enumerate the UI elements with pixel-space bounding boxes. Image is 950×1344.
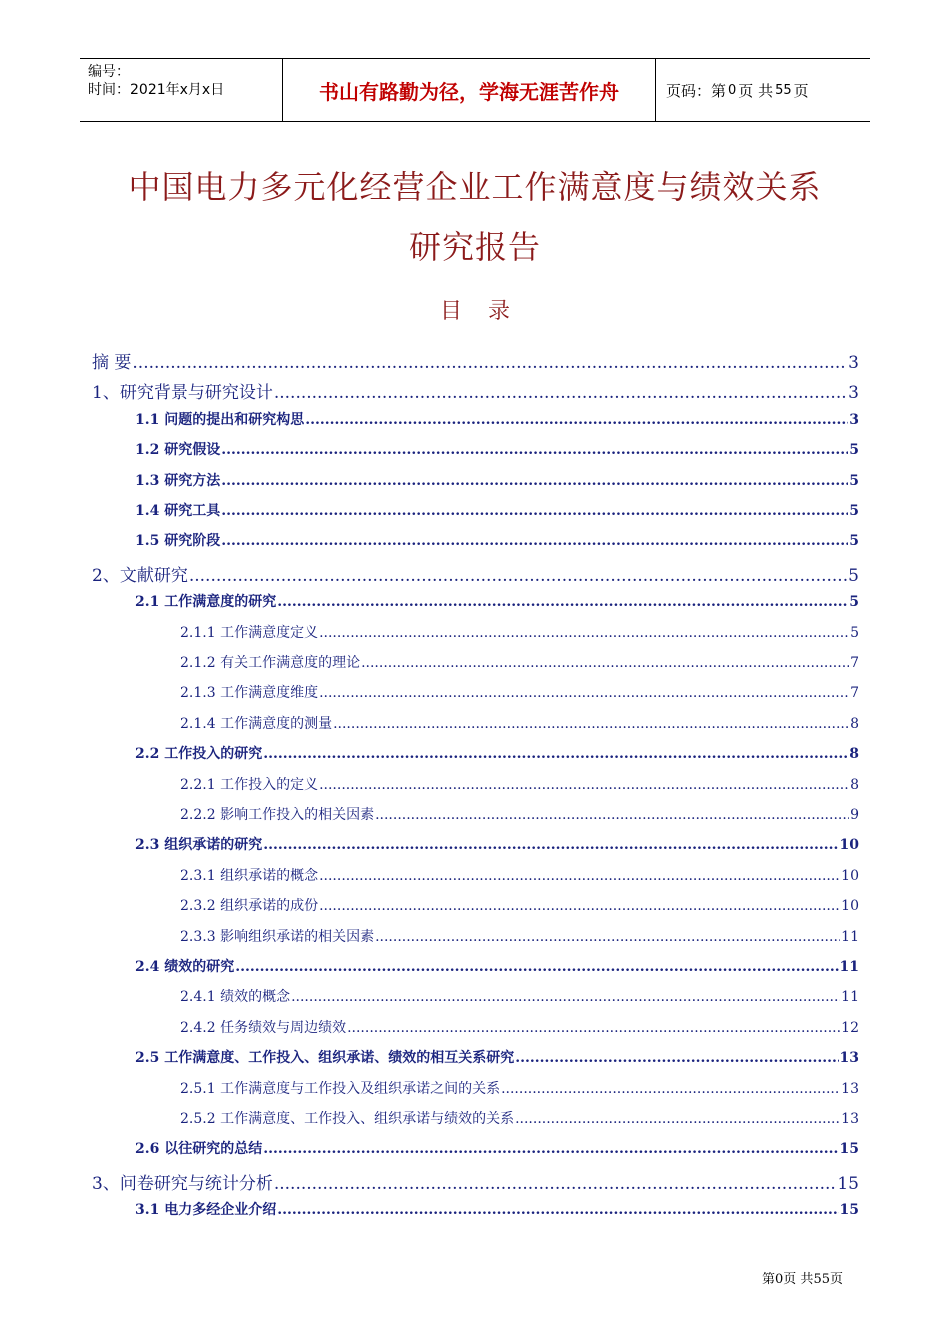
toc-entry-label: 2.2.1 工作投入的定义 bbox=[180, 776, 319, 793]
toc-leader-dots bbox=[291, 989, 840, 1005]
toc-leader-dots bbox=[515, 1050, 838, 1066]
toc-entry[interactable] bbox=[135, 530, 859, 550]
toc-entry-label: 1.3 研究方法 bbox=[135, 472, 221, 489]
footer-total: 55 bbox=[813, 1272, 830, 1287]
toc-leader-dots bbox=[333, 716, 849, 732]
header-motto: 书山有路勤为径，学海无涯苦作舟 bbox=[282, 59, 656, 121]
toc-entry[interactable] bbox=[92, 378, 859, 403]
toc-entry-page: 5 bbox=[849, 472, 859, 489]
toc-entry-page: 5 bbox=[849, 503, 859, 519]
toc-leader-dots bbox=[347, 1020, 840, 1036]
document-title-line2: 研究报告 bbox=[408, 228, 541, 266]
toc-entry-label: 2.3 组织承诺的研究 bbox=[135, 837, 263, 854]
toc-entry[interactable] bbox=[92, 1169, 859, 1194]
footer-prefix: 第 bbox=[762, 1272, 776, 1287]
toc-entry-page: 5 bbox=[848, 565, 859, 586]
toc-leader-dots bbox=[277, 594, 848, 610]
page-mid: 页 共 bbox=[738, 81, 774, 100]
toc-entry-label: 1.5 研究阶段 bbox=[135, 533, 221, 550]
toc-entry[interactable] bbox=[135, 834, 859, 854]
toc-entry-page: 11 bbox=[841, 989, 859, 1006]
toc-entry-page: 10 bbox=[841, 898, 859, 915]
toc-entry-label: 2.4 绩效的研究 bbox=[135, 959, 235, 975]
toc-entry-page: 10 bbox=[839, 837, 859, 854]
toc-leader-dots bbox=[263, 837, 838, 853]
toc-entry-label: 2.2.2 影响工作投入的相关因素 bbox=[180, 807, 375, 823]
page-prefix: 页码：第 bbox=[666, 81, 727, 100]
toc-entry[interactable] bbox=[135, 1199, 859, 1219]
toc-entry-label: 2.3.1 组织承诺的概念 bbox=[180, 867, 319, 884]
toc-leader-dots bbox=[132, 353, 847, 373]
toc-entry-label: 2.1.2 有关工作满意度的理论 bbox=[180, 655, 361, 671]
toc-entry-label: 2.1.1 工作满意度定义 bbox=[180, 624, 319, 641]
toc-entry-label: 1、研究背景与研究设计 bbox=[92, 383, 273, 404]
toc-entry-label: 2.3.3 影响组织承诺的相关因素 bbox=[180, 928, 375, 945]
toc-entry-page: 5 bbox=[849, 594, 859, 611]
page-current: 0 bbox=[728, 82, 737, 98]
toc-heading: 目录 bbox=[439, 299, 536, 324]
toc-entry-label: 摘 要 bbox=[92, 353, 132, 373]
toc-entry[interactable] bbox=[135, 1047, 859, 1067]
toc-entry[interactable] bbox=[180, 986, 859, 1006]
toc-entry-page: 9 bbox=[850, 807, 859, 823]
toc-entry[interactable] bbox=[180, 1108, 859, 1128]
toc-leader-dots bbox=[319, 685, 849, 701]
toc-entry-label: 1.4 研究工具 bbox=[135, 503, 221, 519]
toc-entry-page: 5 bbox=[849, 442, 859, 459]
toc-entry[interactable] bbox=[180, 926, 859, 946]
toc-leader-dots bbox=[277, 1202, 838, 1218]
number-label: 编号： bbox=[88, 64, 130, 80]
toc-entry-label: 2.2 工作投入的研究 bbox=[135, 746, 263, 763]
toc-entry-page: 15 bbox=[839, 1202, 859, 1219]
toc-entry[interactable] bbox=[135, 591, 859, 611]
page-header bbox=[80, 58, 870, 122]
toc-entry[interactable] bbox=[135, 439, 859, 459]
time-label: 时间：2021年x月x日 bbox=[88, 82, 225, 98]
toc-entry-label: 2.1.4 工作满意度的测量 bbox=[180, 715, 333, 732]
toc-entry-label: 1.1 问题的提出和研究构思 bbox=[135, 411, 305, 428]
toc-leader-dots bbox=[263, 1141, 838, 1157]
toc-entry[interactable] bbox=[135, 1138, 859, 1158]
toc-leader-dots bbox=[263, 746, 848, 762]
toc-leader-dots bbox=[319, 625, 849, 641]
toc-leader-dots bbox=[235, 959, 838, 975]
toc-entry-label: 2.5.1 工作满意度与工作投入及组织承诺之间的关系 bbox=[180, 1080, 501, 1097]
toc-entry-label: 2.5 工作满意度、工作投入、组织承诺、绩效的相互关系研究 bbox=[135, 1050, 515, 1067]
toc-leader-dots bbox=[375, 807, 849, 823]
toc-entry-label: 3.1 电力多经企业介绍 bbox=[135, 1202, 277, 1219]
footer-mid: 页 共 bbox=[783, 1272, 814, 1287]
toc-entry-label: 2.1.3 工作满意度维度 bbox=[180, 685, 319, 702]
document-title-line1: 中国电力多元化经营企业工作满意度与绩效关系 bbox=[128, 168, 822, 206]
toc-entry-page: 13 bbox=[841, 1080, 859, 1097]
toc-entry[interactable] bbox=[135, 500, 859, 520]
toc-entry[interactable] bbox=[135, 743, 859, 763]
toc-leader-dots bbox=[189, 566, 847, 586]
toc-entry-page: 3 bbox=[848, 353, 859, 373]
toc-leader-dots bbox=[319, 777, 849, 793]
toc-entry[interactable] bbox=[180, 865, 859, 885]
toc-entry[interactable] bbox=[180, 1078, 859, 1098]
footer-suffix: 页 bbox=[829, 1272, 843, 1287]
toc-entry[interactable] bbox=[92, 561, 859, 586]
toc-leader-dots bbox=[221, 473, 848, 489]
toc-entry[interactable] bbox=[135, 409, 859, 429]
toc-entry-label: 2、文献研究 bbox=[92, 565, 188, 586]
toc-entry-page: 5 bbox=[850, 624, 859, 641]
toc-entry[interactable] bbox=[180, 682, 859, 702]
toc-leader-dots bbox=[515, 1111, 840, 1127]
toc-entry-page: 3 bbox=[848, 383, 859, 404]
toc-entry-label: 2.4.1 绩效的概念 bbox=[180, 989, 291, 1006]
toc-entry[interactable] bbox=[135, 956, 859, 976]
toc-entry[interactable] bbox=[180, 713, 859, 733]
toc-entry[interactable] bbox=[180, 652, 859, 672]
toc-entry[interactable] bbox=[180, 622, 859, 642]
page-footer bbox=[762, 1268, 843, 1287]
toc-entry-page: 11 bbox=[841, 928, 859, 945]
toc-leader-dots bbox=[305, 412, 848, 428]
toc-leader-dots bbox=[319, 898, 840, 914]
toc-entry-page: 5 bbox=[849, 533, 859, 550]
toc-entry-page: 7 bbox=[850, 685, 859, 702]
header-meta bbox=[80, 59, 282, 121]
toc-entry-label: 2.4.2 任务绩效与周边绩效 bbox=[180, 1019, 347, 1036]
toc-entry-label: 1.2 研究假设 bbox=[135, 442, 221, 459]
toc-leader-dots bbox=[221, 442, 848, 458]
toc-entry-page: 3 bbox=[849, 411, 859, 428]
toc-entry[interactable] bbox=[92, 348, 859, 373]
toc-entry-label: 2.3.2 组织承诺的成份 bbox=[180, 898, 319, 915]
toc-entry-page: 12 bbox=[841, 1019, 859, 1036]
toc-leader-dots bbox=[274, 1174, 837, 1194]
toc-entry[interactable] bbox=[180, 1017, 859, 1037]
header-page-info bbox=[656, 59, 870, 121]
toc-entry-page: 8 bbox=[850, 715, 859, 732]
toc-leader-dots bbox=[221, 503, 848, 519]
toc-entry[interactable] bbox=[180, 804, 859, 824]
toc-leader-dots bbox=[319, 868, 840, 884]
toc-entry[interactable] bbox=[135, 470, 859, 490]
toc-entry-page: 8 bbox=[849, 746, 859, 763]
toc-entry-page: 11 bbox=[839, 959, 859, 975]
page-suffix: 页 bbox=[793, 81, 809, 100]
toc-entry-page: 8 bbox=[850, 776, 859, 793]
toc-entry-page: 15 bbox=[839, 1141, 859, 1158]
toc-entry-label: 2.5.2 工作满意度、工作投入、组织承诺与绩效的关系 bbox=[180, 1111, 515, 1127]
toc-leader-dots bbox=[361, 655, 849, 671]
footer-current: 0 bbox=[775, 1272, 784, 1287]
toc-entry-page: 7 bbox=[850, 655, 859, 671]
toc-entry-label: 2.6 以往研究的总结 bbox=[135, 1141, 263, 1158]
toc-entry-page: 15 bbox=[837, 1173, 859, 1194]
toc-entry[interactable] bbox=[180, 774, 859, 794]
toc-entry[interactable] bbox=[180, 895, 859, 915]
toc-entry-label: 3、问卷研究与统计分析 bbox=[92, 1173, 273, 1194]
toc-entry-label: 2.1 工作满意度的研究 bbox=[135, 594, 277, 611]
toc-leader-dots bbox=[501, 1081, 840, 1097]
toc-entry-page: 13 bbox=[841, 1111, 859, 1127]
toc-entry-page: 10 bbox=[841, 867, 859, 884]
toc-leader-dots bbox=[375, 929, 840, 945]
toc-leader-dots bbox=[221, 533, 848, 549]
page-total: 55 bbox=[775, 82, 792, 98]
toc-leader-dots bbox=[274, 383, 847, 403]
toc-entry-page: 13 bbox=[839, 1050, 859, 1067]
